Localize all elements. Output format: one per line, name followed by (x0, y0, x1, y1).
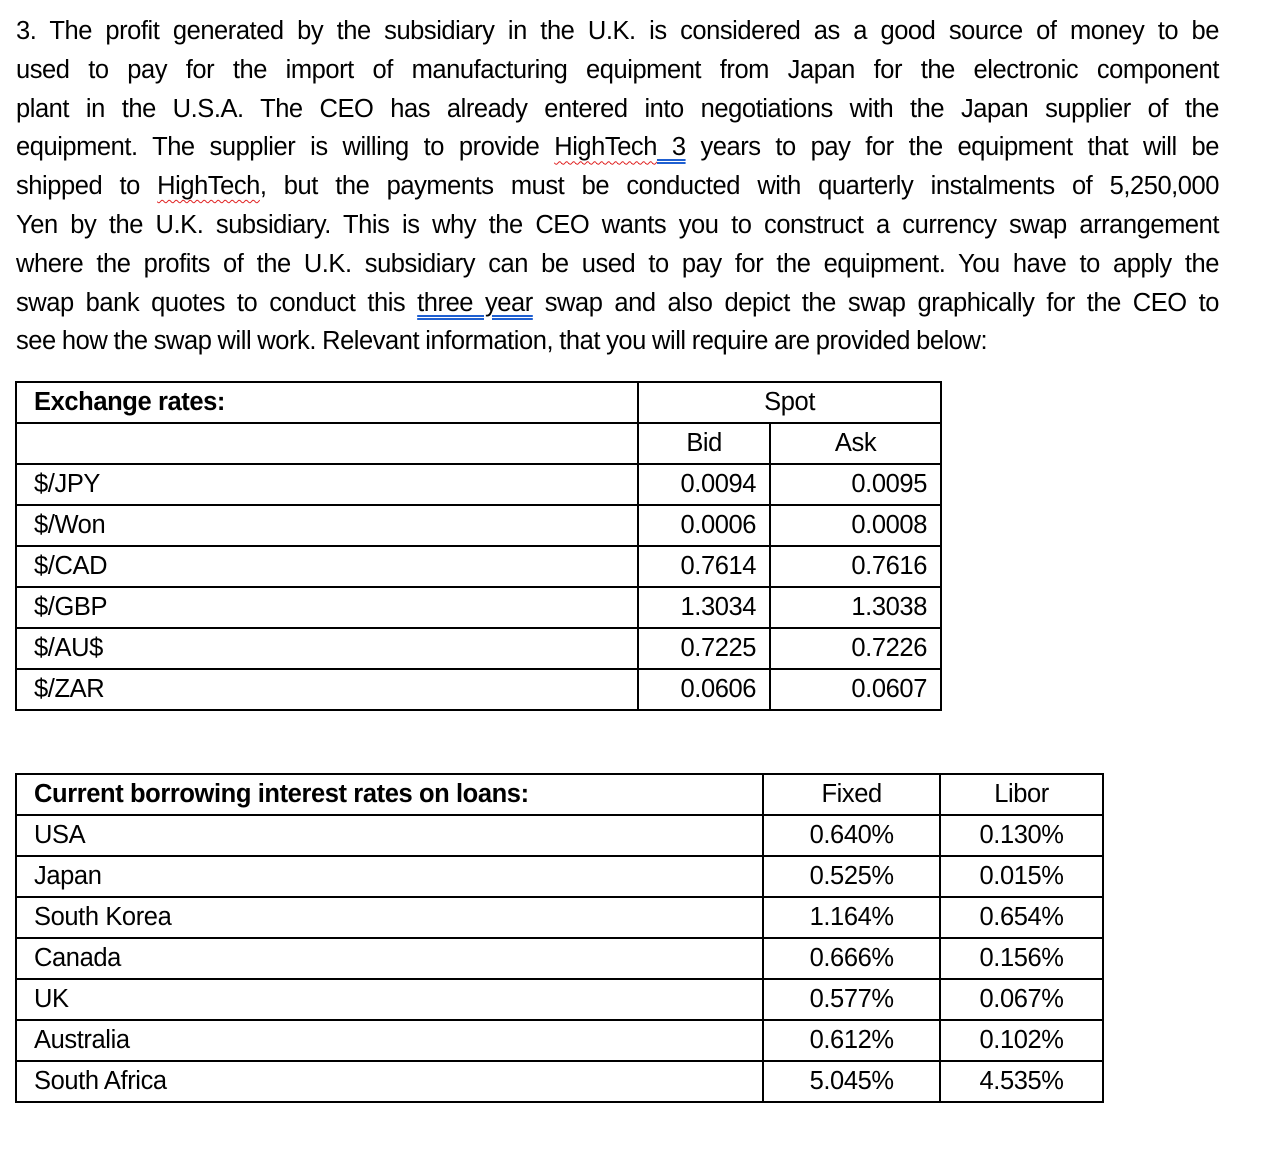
ask-value: 0.7226 (770, 628, 941, 669)
fixed-rate: 0.577% (763, 979, 940, 1020)
spot-header: Spot (638, 382, 941, 423)
grammar-flagged-phrase[interactable]: three year (417, 288, 533, 317)
libor-rate: 0.156% (940, 938, 1103, 979)
fixed-rate: 0.640% (763, 815, 940, 856)
text-fragment: swap bank quotes to conduct this (16, 288, 418, 317)
currency-pair: $/AU$ (16, 628, 638, 669)
interest-rates-title: Current borrowing interest rates on loans: (16, 774, 763, 815)
currency-pair: $/GBP (16, 587, 638, 628)
libor-rate: 4.535% (940, 1061, 1103, 1102)
question-line: see how the swap will work. Relevant information, that you will require are provided below: (16, 327, 988, 356)
question-line (16, 284, 1219, 323)
ask-header: Ask (770, 423, 941, 464)
empty-cell (16, 423, 638, 464)
bid-header: Bid (638, 423, 770, 464)
libor-header: Libor (940, 774, 1103, 815)
question-line: where the profits of the U.K. subsidiary can be used to pay for the equipment. You have to apply the (16, 249, 1219, 278)
bid-value: 0.7614 (638, 546, 770, 587)
fixed-rate: 5.045% (763, 1061, 940, 1102)
table-header-row (16, 382, 941, 423)
table-row (16, 587, 941, 628)
bid-value: 0.0094 (638, 464, 770, 505)
ask-value: 0.0607 (770, 669, 941, 710)
question-line: Yen by the U.K. subsidiary. This is why the CEO wants you to construct a currency swap arrangement (16, 210, 1219, 239)
text-fragment: equipment. The supplier is willing to provide (16, 133, 555, 162)
question-line (16, 167, 1219, 206)
currency-pair: $/ZAR (16, 669, 638, 710)
table-row (16, 505, 941, 546)
spelling-flagged-word[interactable]: HighTech (157, 172, 260, 201)
country-name: Japan (16, 856, 763, 897)
question-line: used to pay for the import of manufacturing equipment from Japan for the electronic component (16, 55, 1219, 84)
fixed-rate: 1.164% (763, 897, 940, 938)
ask-value: 0.0095 (770, 464, 941, 505)
country-name: South Korea (16, 897, 763, 938)
libor-rate: 0.015% (940, 856, 1103, 897)
spelling-flagged-word[interactable]: HighTech (554, 133, 657, 162)
table-row (16, 1020, 1103, 1061)
country-name: South Africa (16, 1061, 763, 1102)
table-row (16, 815, 1103, 856)
currency-pair: $/CAD (16, 546, 638, 587)
libor-rate: 0.654% (940, 897, 1103, 938)
table-row (16, 1061, 1103, 1102)
text-fragment: shipped to (16, 172, 158, 201)
exchange-rates-table (15, 381, 942, 711)
country-name: Australia (16, 1020, 763, 1061)
fixed-rate: 0.612% (763, 1020, 940, 1061)
text-fragment: , but the payments must be conducted with quarterly instalments of 5,250,000 (259, 172, 1220, 201)
currency-pair: $/Won (16, 505, 638, 546)
question-line: 3. The profit generated by the subsidiary in the U.K. is considered as a good source of money to be (16, 17, 1219, 45)
ask-value: 0.0008 (770, 505, 941, 546)
bid-value: 0.7225 (638, 628, 770, 669)
table-subheader-row (16, 423, 941, 464)
question-text (16, 12, 1219, 361)
fixed-rate: 0.525% (763, 856, 940, 897)
country-name: Canada (16, 938, 763, 979)
currency-pair: $/JPY (16, 464, 638, 505)
table-row (16, 897, 1103, 938)
question-line (16, 128, 1219, 167)
table-row (16, 856, 1103, 897)
text-fragment: years to pay for the equipment that will be (685, 133, 1219, 162)
libor-rate: 0.102% (940, 1020, 1103, 1061)
ask-value: 0.7616 (770, 546, 941, 587)
table-row (16, 669, 941, 710)
interest-rates-table (15, 773, 1104, 1103)
table-row (16, 938, 1103, 979)
fixed-header: Fixed (763, 774, 940, 815)
table-header-row (16, 774, 1103, 815)
bid-value: 0.0006 (638, 505, 770, 546)
bid-value: 1.3034 (638, 587, 770, 628)
ask-value: 1.3038 (770, 587, 941, 628)
table-row (16, 979, 1103, 1020)
table-row (16, 546, 941, 587)
libor-rate: 0.067% (940, 979, 1103, 1020)
text-fragment: swap and also depict the swap graphically for the CEO to (532, 288, 1219, 317)
fixed-rate: 0.666% (763, 938, 940, 979)
table-row (16, 464, 941, 505)
country-name: UK (16, 979, 763, 1020)
exchange-rates-title: Exchange rates: (16, 382, 638, 423)
libor-rate: 0.130% (940, 815, 1103, 856)
bid-value: 0.0606 (638, 669, 770, 710)
country-name: USA (16, 815, 763, 856)
grammar-flagged-phrase[interactable]: 3 (656, 133, 686, 162)
table-row (16, 628, 941, 669)
question-line: plant in the U.S.A. The CEO has already entered into negotiations with the Japan supplier of the (16, 94, 1219, 123)
